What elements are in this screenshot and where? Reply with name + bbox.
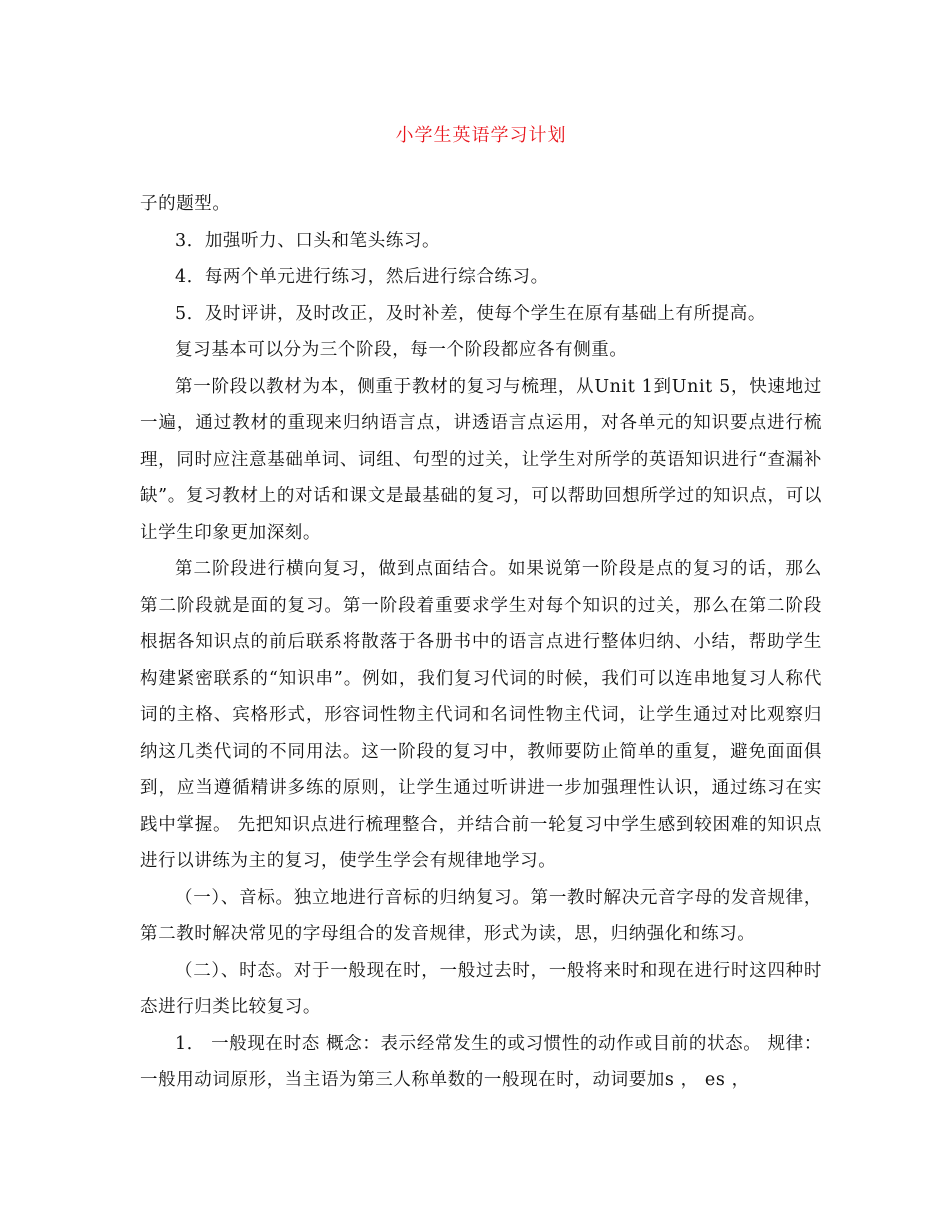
- paragraph-item-3: 3．加强听力、口头和笔头练习。: [175, 230, 441, 251]
- paragraph-simple-present: 1． 一般现在时态 概念：表示经常发生的或习惯性的动作或目前的状态。 规律：一般用动词原形，当主语为第三人称单数的一般现在时，动词要加s ， es ，: [140, 1033, 822, 1090]
- document-title: 小学生英语学习计划: [395, 125, 567, 146]
- paragraph-stage-one: 第一阶段以教材为本，侧重于教材的复习与梳理，从Unit 1到Unit 5，快速地过一遍，通过教材的重现来归纳语言点，讲透语言点运用，对各单元的知识要点进行梳理，同时应注意基础单词、词组、句型的过关，让学生对所学的英语知识进行“查漏补缺”。复习教材上的对话和课文是最基础的复习，可以帮助回想所学过的知识点，可以让学生印象更加深刻。: [140, 376, 822, 543]
- paragraph-stage-two: 第二阶段进行横向复习，做到点面结合。如果说第一阶段是点的复习的话，那么第二阶段就是面的复习。第一阶段着重要求学生对每个知识的过关，那么在第二阶段根据各知识点的前后联系将散落于各册书中的语言点进行整体归纳、小结，帮助学生构建紧密联系的“知识串”。例如，我们复习代词的时候，我们可以连串地复习人称代词的主格、宾格形式，形容词性物主代词和名词性物主代词，让学生通过对比观察归纳这几类代词的不同用法。这一阶段的复习中，教师要防止简单的重复，避免面面俱到，应当遵循精讲多练的原则，让学生通过听讲进一步加强理性认识，通过练习在实践中掌握。 先把知识点进行梳理整合，并结合前一轮复习中学生感到较困难的知识点进行以讲练为主的复习，使学生学会有规律地学习。: [140, 559, 822, 871]
- paragraph-continuation: 子的题型。: [140, 194, 231, 214]
- paragraph-review-stages: 复习基本可以分为三个阶段，每一个阶段都应各有侧重。: [175, 340, 628, 360]
- paragraph-item-5: 5．及时评讲，及时改正，及时补差，使每个学生在原有基础上有所提高。: [175, 303, 766, 324]
- paragraph-tenses: （二）、时态。对于一般现在时，一般过去时，一般将来时和现在进行时这四种时态进行归类比较复习。: [140, 960, 822, 1017]
- paragraph-phonetics: （一）、音标。独立地进行音标的归纳复习。第一教时解决元音字母的发音规律，第二教时解决常见的字母组合的发音规律，形式为读，思，归纳强化和练习。: [140, 887, 822, 944]
- paragraph-item-4: 4．每两个单元进行练习，然后进行综合练习。: [175, 267, 549, 287]
